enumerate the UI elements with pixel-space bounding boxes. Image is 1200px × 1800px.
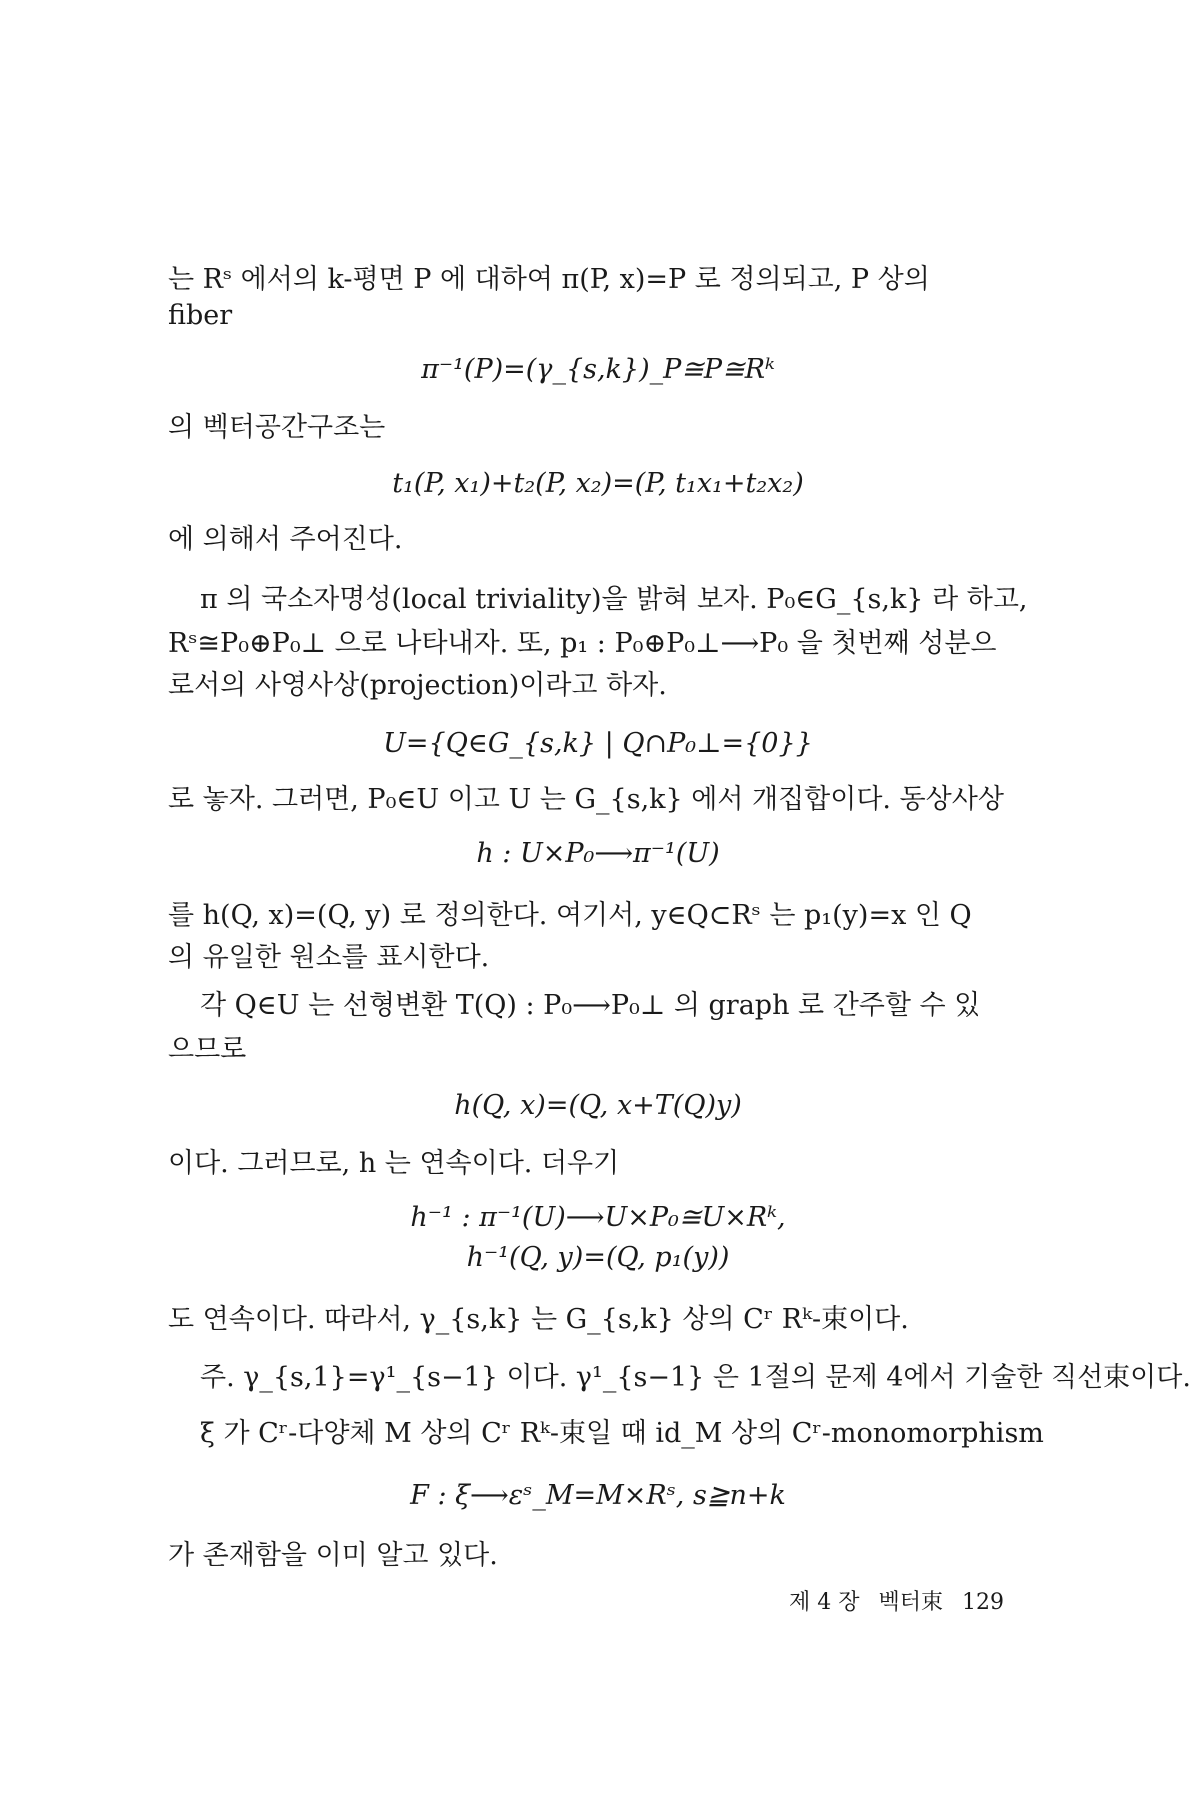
text-line: 의 벡터공간구조는: [168, 412, 386, 443]
equation: U={Q∈G_{s,k} | Q∩P₀⊥={0}}: [383, 728, 813, 759]
text-line: fiber: [168, 300, 233, 331]
chapter-label: 제 4 장: [788, 1590, 860, 1615]
equation: π⁻¹(P)=(γ_{s,k})_P≅P≅Rᵏ: [421, 354, 775, 385]
text-line: π 의 국소자명성(local triviality)을 밝혀 보자. P₀∈G_{s,k} 라 하고,: [200, 584, 1028, 615]
text-line: 각 Q∈U 는 선형변환 T(Q) : P₀⟶P₀⊥ 의 graph 로 간주할 수 있: [200, 990, 981, 1021]
text-line: 는 Rˢ 에서의 k-평면 P 에 대하여 π(P, x)=P 로 정의되고, P 상의: [168, 264, 930, 295]
text-line: 도 연속이다. 따라서, γ_{s,k} 는 G_{s,k} 상의 Cʳ Rᵏ-束이다.: [168, 1304, 909, 1335]
equation: h : U×P₀⟶π⁻¹(U): [476, 838, 720, 869]
text-line: 로 놓자. 그러면, P₀∈U 이고 U 는 G_{s,k} 에서 개집합이다. 동상사상: [168, 784, 1004, 815]
equation: h(Q, x)=(Q, x+T(Q)y): [454, 1090, 742, 1121]
text-line: 로서의 사영사상(projection)이라고 하자.: [168, 670, 667, 701]
page-footer: [777, 1588, 1004, 1618]
page-number: 129: [962, 1590, 1004, 1615]
text-line: Rˢ≅P₀⊕P₀⊥ 으로 나타내자. 또, p₁ : P₀⊕P₀⊥⟶P₀ 을 첫번째 성분으: [168, 628, 997, 659]
text-line: ξ 가 Cʳ-다양체 M 상의 Cʳ Rᵏ-束일 때 id_M 상의 Cʳ-monomorphism: [200, 1418, 1044, 1449]
text-line: 가 존재함을 이미 알고 있다.: [168, 1540, 498, 1571]
text-line: 주. γ_{s,1}=γ¹_{s−1} 이다. γ¹_{s−1} 은 1절의 문제 4에서 기술한 직선束이다.: [200, 1362, 1191, 1393]
text-line: 의 유일한 원소를 표시한다.: [168, 942, 490, 973]
text-line: 으므로: [168, 1034, 247, 1065]
equation: h⁻¹(Q, y)=(Q, p₁(y)): [466, 1242, 730, 1273]
equation: h⁻¹ : π⁻¹(U)⟶U×P₀≅U×Rᵏ,: [410, 1202, 786, 1233]
chapter-title: 벡터束: [878, 1590, 943, 1615]
equation: F : ξ⟶εˢ_M=M×Rˢ, s≧n+k: [410, 1480, 786, 1511]
text-line: 를 h(Q, x)=(Q, y) 로 정의한다. 여기서, y∈Q⊂Rˢ 는 p₁(y)=x 인 Q: [168, 900, 972, 931]
text-line: 이다. 그러므로, h 는 연속이다. 더우기: [168, 1148, 620, 1179]
text-line: 에 의해서 주어진다.: [168, 524, 403, 555]
equation: t₁(P, x₁)+t₂(P, x₂)=(P, t₁x₁+t₂x₂): [392, 468, 804, 499]
